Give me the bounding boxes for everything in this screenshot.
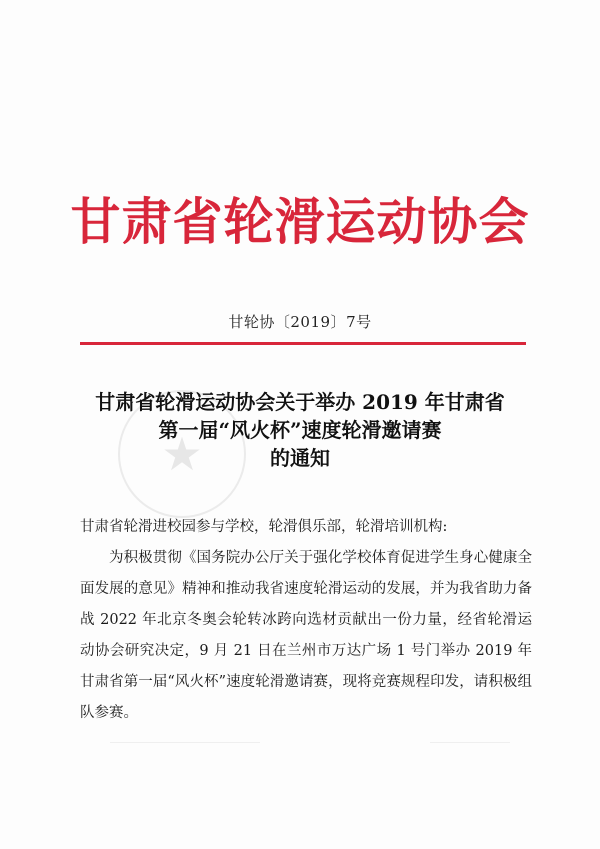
red-divider-line <box>80 342 526 345</box>
salutation: 甘肃省轮滑进校园参与学校，轮滑俱乐部，轮滑培训机构: <box>80 519 448 535</box>
body-paragraph: 为积极贯彻《国务院办公厅关于强化学校体育促进学生身心健康全面发展的意见》精神和推动我省速度轮滑运动的发展，并为我省助力备战 2022 年北京冬奥会轮转冰跨向选材贡献出一份力量，经省轮滑运动协会研究决定，9 月 21 日在兰州市万达广场 1 号门举办 2019 年甘肃省第一届“风火杯”速度轮滑邀请赛，现将竞赛规程印发，请积极组队参赛。 <box>80 550 532 721</box>
faint-bleed-through-line <box>430 742 510 743</box>
organization-name-header: 甘肃省轮滑运动协会 <box>70 193 530 251</box>
document-number: 甘轮协〔2019〕7号 <box>228 313 372 331</box>
title-line-1: 甘肃省轮滑运动协会关于举办 2019 年甘肃省 <box>95 390 505 414</box>
seal-star-icon: ★ <box>161 427 203 481</box>
notice-title <box>0 388 600 472</box>
title-line-3: 的通知 <box>270 446 330 470</box>
faint-bleed-through-line <box>110 742 260 743</box>
title-line-2: 第一届“风火杯”速度轮滑邀请赛 <box>158 418 442 442</box>
notice-body <box>80 512 532 729</box>
